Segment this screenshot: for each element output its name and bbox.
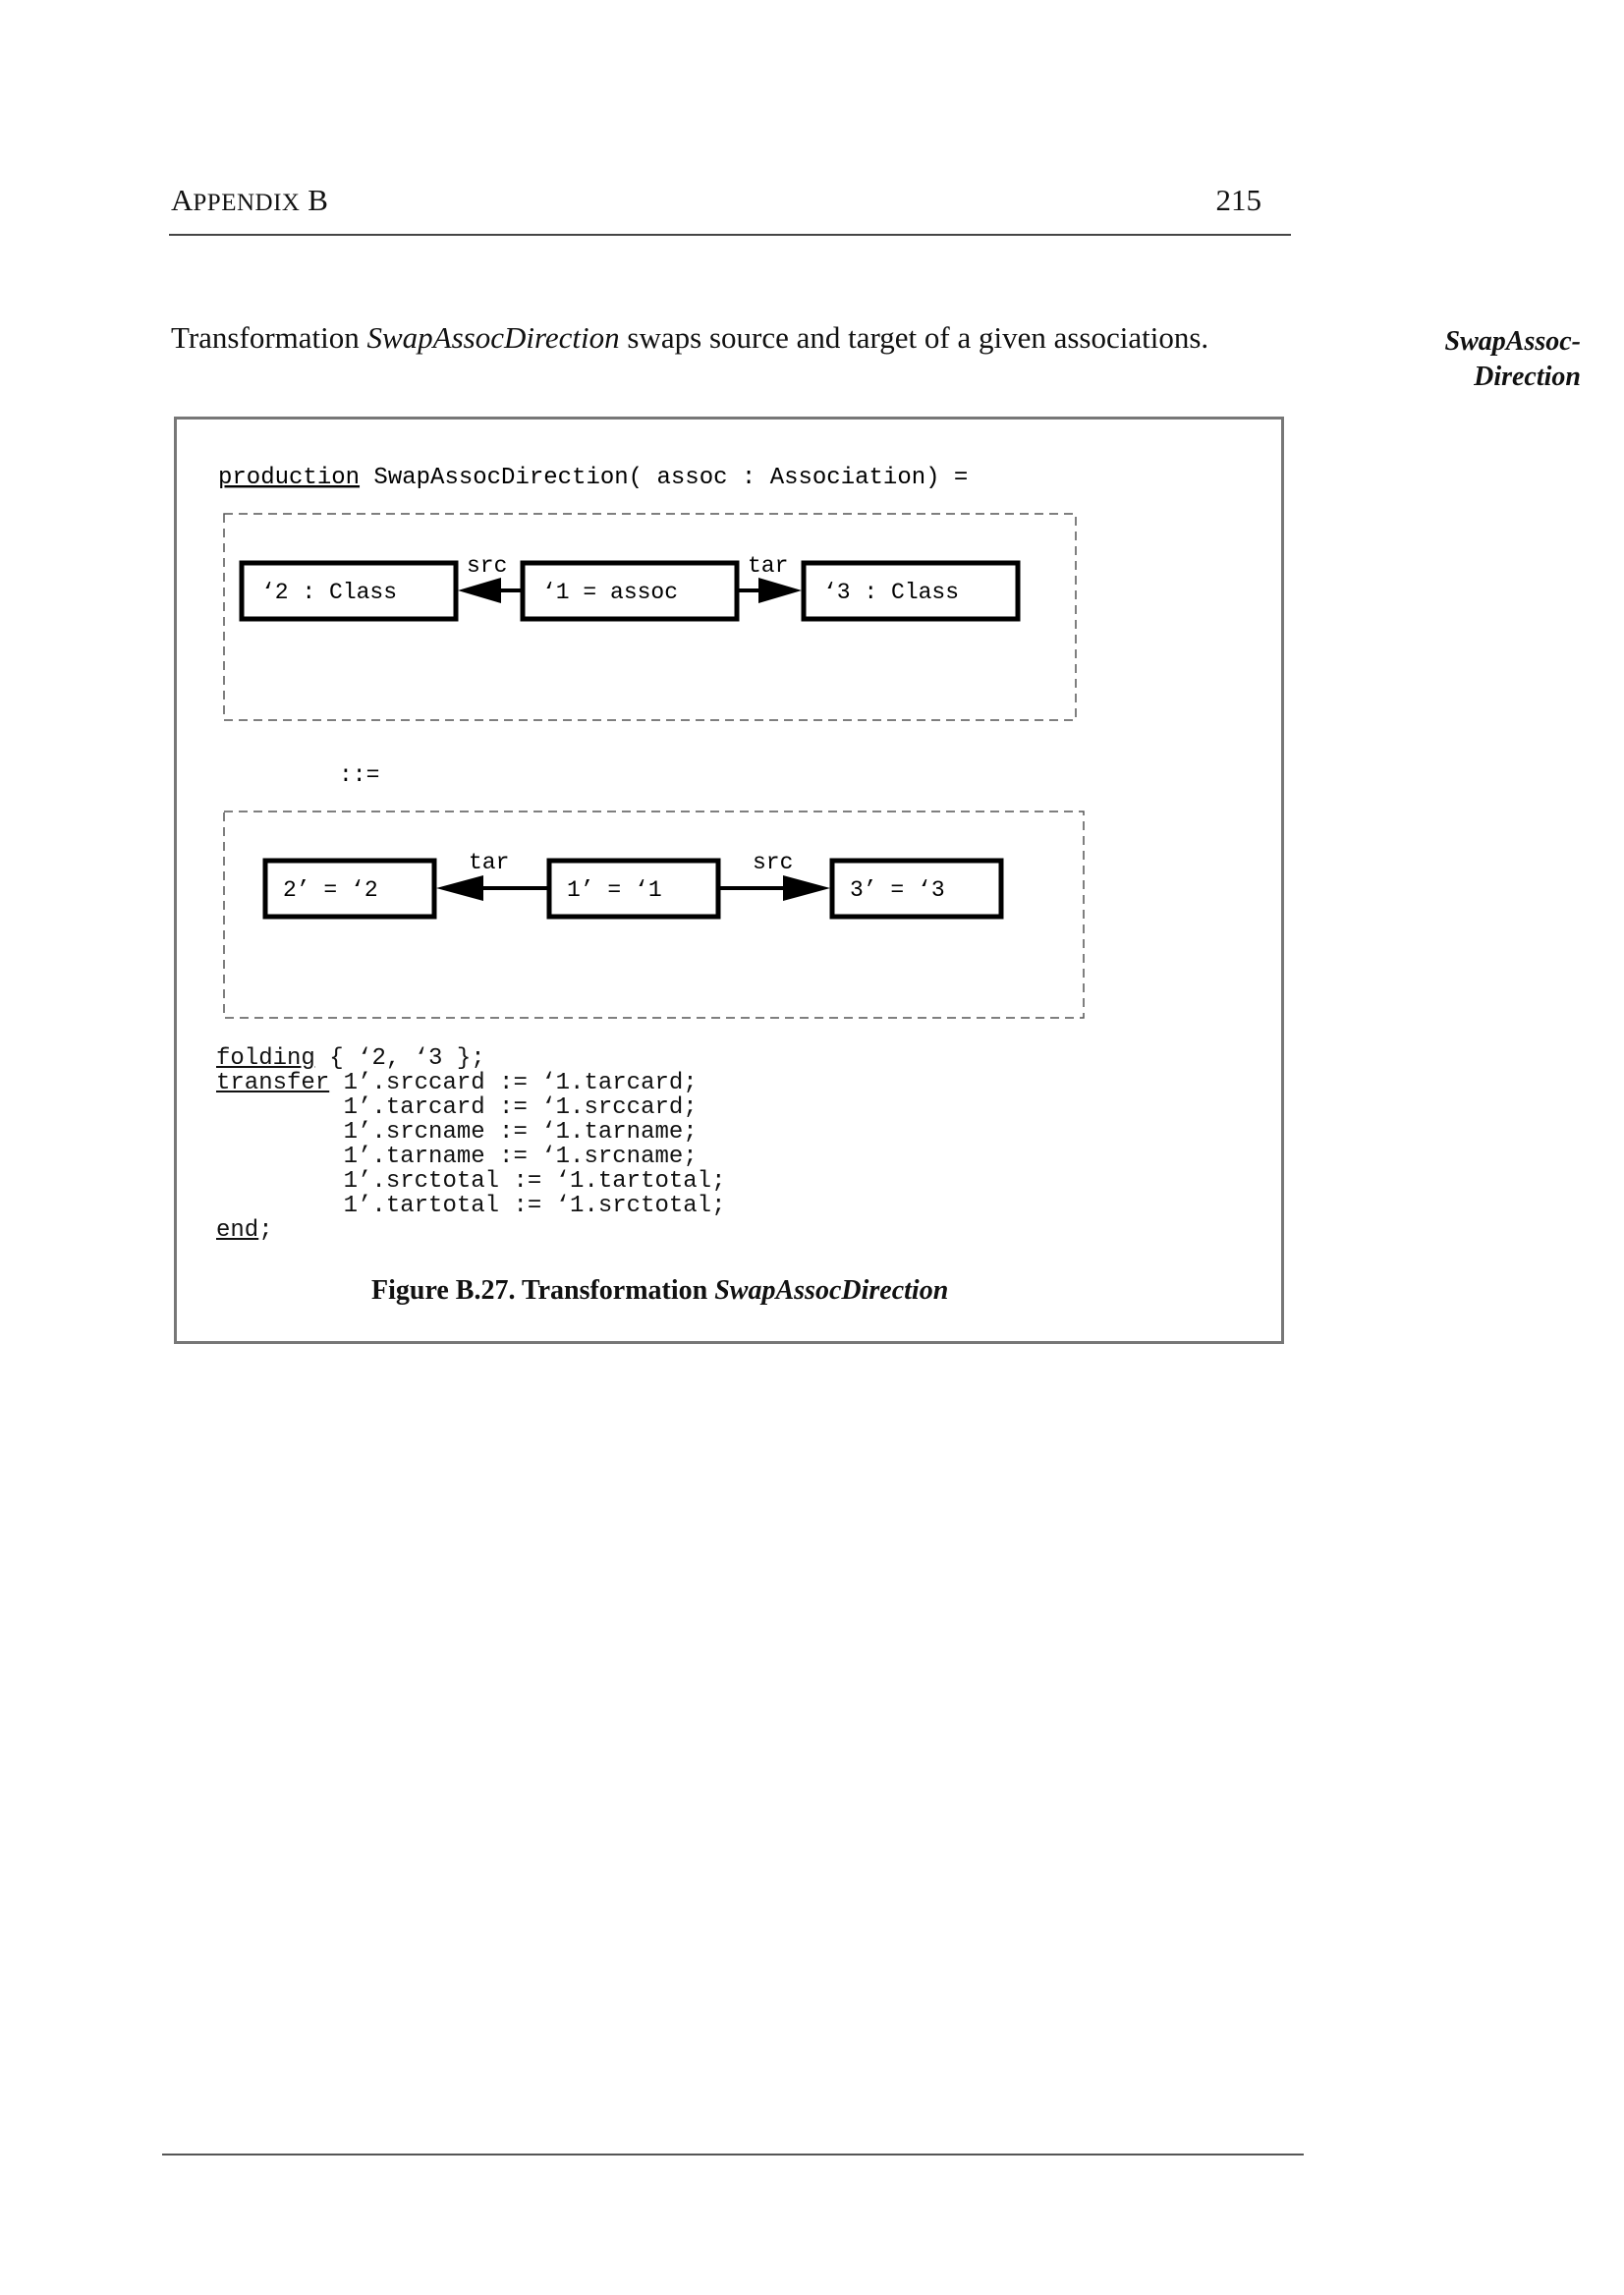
- footer-rule: [162, 2154, 1304, 2155]
- transfer-line: 1’.srctotal := ‘1.tartotal;: [216, 1168, 726, 1195]
- lhs-edge-src-label: src: [467, 553, 508, 579]
- transfer-line: 1’.tarcard := ‘1.srccard;: [216, 1094, 698, 1121]
- lhs-node-assoc-1-label: ‘1 = assoc: [542, 580, 679, 605]
- folding-keyword: folding: [216, 1045, 315, 1072]
- caption-transformation-name: SwapAssocDirection: [714, 1275, 949, 1306]
- end-keyword: end: [216, 1217, 259, 1244]
- margin-note: SwapAssoc- Direction: [1444, 326, 1581, 392]
- production-code: folding { ‘2, ‘3 }; transfer 1’.srccard := ‘1.tarcard; 1’.tarcard := ‘1.srccard; 1’.srcname := ‘1.tarname; 1’.tarname := ‘1.srcname; 1’.srctotal := ‘1.tartotal; 1’.tartotal := ‘1.srctotal; end;: [216, 1045, 726, 1244]
- rhs-edge-tar-label: tar: [469, 850, 510, 875]
- transfer-line: 1’.srcname := ‘1.tarname;: [216, 1119, 698, 1146]
- folding-statement: { ‘2, ‘3 };: [314, 1045, 485, 1072]
- page-number: 215: [1215, 183, 1261, 217]
- rhs-node-2-label: 2’ = ‘2: [283, 877, 378, 903]
- transformation-name: SwapAssocDirection: [366, 320, 620, 355]
- rhs-node-1-label: 1’ = ‘1: [567, 877, 662, 903]
- rhs-edge-src-label: src: [753, 850, 794, 875]
- transfer-line: 1’.tarname := ‘1.srcname;: [216, 1144, 698, 1170]
- rhs-edge-src-arrowhead: [783, 875, 830, 901]
- intro-paragraph: Transformation SwapAssocDirection swaps source and target of a given associations.: [171, 320, 1209, 355]
- rhs-node-3-label: 3’ = ‘3: [850, 877, 945, 903]
- rule-separator: ::=: [339, 762, 380, 788]
- transfer-line: 1’.tartotal := ‘1.srctotal;: [216, 1193, 726, 1219]
- figure-caption: Figure B.27. Transformation SwapAssocDirection: [371, 1275, 949, 1306]
- section-title: APPENDIX B: [171, 183, 328, 217]
- lhs-node-class-3-label: ‘3 : Class: [823, 580, 960, 605]
- lhs-edge-src-arrowhead: [458, 578, 501, 603]
- transfer-keyword: transfer: [216, 1070, 330, 1096]
- production-keyword: production: [218, 465, 361, 491]
- lhs-edge-tar-arrowhead: [758, 578, 802, 603]
- transfer-line: 1’.srccard := ‘1.tarcard;: [329, 1070, 698, 1096]
- lhs-edge-tar-label: tar: [748, 553, 789, 579]
- rhs-edge-tar-arrowhead: [436, 875, 483, 901]
- production-signature: SwapAssocDirection( assoc : Association) =: [360, 465, 969, 491]
- lhs-node-class-2-label: ‘2 : Class: [261, 580, 398, 605]
- production-header: [218, 465, 968, 491]
